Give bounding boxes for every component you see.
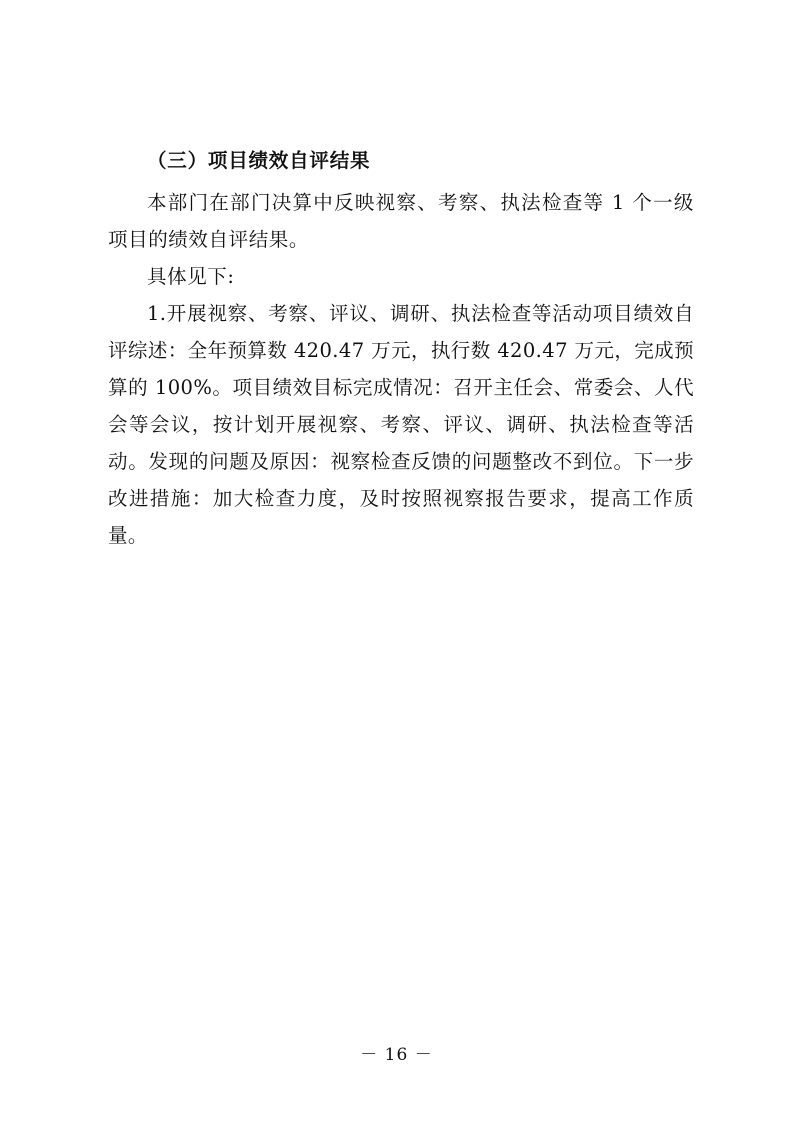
intro-paragraph: 本部门在部门决算中反映视察、考察、执法检查等 1 个一级项目的绩效自评结果。	[108, 191, 694, 251]
document-body	[108, 142, 694, 554]
item-1-paragraph: 1.开展视察、考察、评议、调研、执法检查等活动项目绩效自评综述：全年预算数 420.47 万元，执行数 420.47 万元，完成预算的 100%。项目绩效目标完成情况：召开主任会、常委会、人代会等会议，按计划开展视察、考察、评议、调研、执法检查等活动。发现的问题及原因：视察检查反馈的问题整改不到位。下一步改进措施：加大检查力度，及时按照视察报告要求，提高工作质量。	[108, 302, 694, 547]
section-heading: （三）项目绩效自评结果	[147, 149, 371, 172]
details-label: 具体见下:	[147, 265, 235, 288]
page-number: － 16 －	[360, 1045, 433, 1065]
